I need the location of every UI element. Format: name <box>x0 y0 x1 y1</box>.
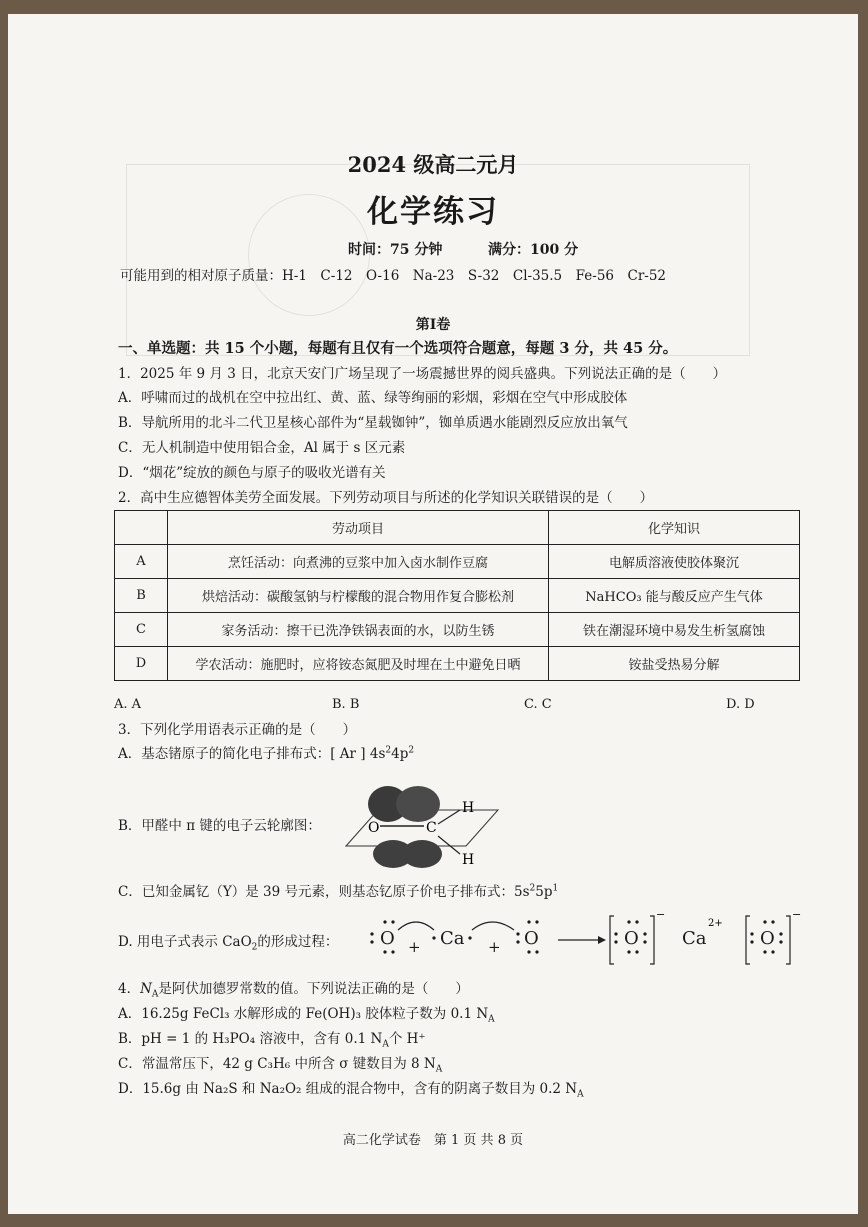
table-cell: NaHCO₃ 能与酸反应产生气体 <box>549 579 800 613</box>
exam-time: 时间：75 分钟 <box>348 242 443 258</box>
table-header-cell: 劳动项目 <box>168 511 549 545</box>
q4-stem: 4．$N_A$是阿伏加德罗常数的值。下列说法正确的是（ ） <box>118 981 469 1000</box>
table-row <box>115 613 800 647</box>
pi-bond-cloud-diagram <box>338 774 508 874</box>
ion-ca: Ca <box>682 928 707 949</box>
q2-option-c: C. C <box>524 697 552 712</box>
table-row <box>115 647 800 681</box>
atomic-masses: 可能用到的相对原子质量：H-1 C-12 O-16 Na-23 S-32 Cl-35.5 Fe-56 Cr-52 <box>120 268 667 284</box>
table-cell: D <box>115 647 168 681</box>
table-cell: B <box>115 579 168 613</box>
atom-h2-label: H <box>462 852 475 868</box>
q3-option-d: D. 用电子式表示 CaO$_2$的形成过程： <box>118 934 339 953</box>
table-header-cell <box>115 511 168 545</box>
q3-option-b: B．甲醛中 π 键的电子云轮廓图： <box>118 818 321 834</box>
charge-neg-left: − <box>656 908 666 921</box>
q3-stem: 3．下列化学用语表示正确的是（ ） <box>118 722 357 738</box>
page-footer: 高二化学试卷 第 1 页 共 8 页 <box>342 1133 524 1148</box>
q1-option-a: A．呼啸而过的战机在空中拉出红、黄、蓝、绿等绚丽的彩烟，彩烟在空气中形成胶体 <box>118 390 628 406</box>
q4-option-b: B．pH = 1 的 H₃PO₄ 溶液中，含有 0.1 $N_A$个 H⁺ <box>118 1031 426 1050</box>
lewis-o-left: O <box>380 928 395 949</box>
q4-option-a: A．16.25g FeCl₃ 水解形成的 Fe(OH)₃ 胶体粒子数为 0.1 $N_A$ <box>118 1006 495 1025</box>
charge-neg-right: − <box>792 908 802 921</box>
q4-option-c: C．常温常压下，42 g C₃H₆ 中所含 σ 键数目为 8 $N_A$ <box>118 1056 443 1075</box>
q2-option-a: A. A <box>114 697 142 712</box>
plus-sign: + <box>488 938 501 956</box>
table-cell: 电解质溶液使胶体聚沉 <box>549 545 800 579</box>
volume-title: 第Ⅰ卷 <box>415 317 451 333</box>
table-cell: 学农活动：施肥时，应将铵态氮肥及时埋在土中避免日晒 <box>168 647 549 681</box>
table-cell: 烘焙活动：碳酸氢钠与柠檬酸的混合物用作复合膨松剂 <box>168 579 549 613</box>
q4-option-d: D．15.6g 由 Na₂S 和 Na₂O₂ 组成的混合物中，含有的阴离子数目为 0.2 $N_A$ <box>118 1081 584 1100</box>
subject-title: 化学练习 <box>367 194 499 230</box>
table-row <box>115 545 800 579</box>
q2-table <box>114 510 800 681</box>
ion-o-right: O <box>760 928 775 949</box>
table-cell: 铵盐受热易分解 <box>549 647 800 681</box>
table-row <box>115 579 800 613</box>
q1-stem: 1．2025 年 9 月 3 日，北京天安门广场呈现了一场震撼世界的阅兵盛典。下列说法正确的是（ ） <box>118 366 727 382</box>
cao-formation-diagram <box>358 904 808 974</box>
q1-option-c: C．无人机制造中使用铝合金，Al 属于 s 区元素 <box>118 440 406 456</box>
table-cell: 烹饪活动：向煮沸的豆浆中加入卤水制作豆腐 <box>168 545 549 579</box>
table-header-cell: 化学知识 <box>549 511 800 545</box>
table-cell: 家务活动：擦干已洗净铁锅表面的水，以防生锈 <box>168 613 549 647</box>
lewis-ca: Ca <box>440 928 465 949</box>
lewis-o-right: O <box>524 928 539 949</box>
q2-option-b: B. B <box>332 697 360 712</box>
section-heading: 一、单选题：共 15 个小题，每题有且仅有一个选项符合题意，每题 3 分，共 45 分。 <box>118 340 678 357</box>
q2-option-d: D. D <box>726 697 755 712</box>
atom-h1-label: H <box>462 800 475 816</box>
plus-sign: + <box>408 938 421 956</box>
q3-option-a: A．基态锗原子的简化电子排布式：[ Ar ] $4s^24p^2$ <box>118 745 415 762</box>
table-cell: A <box>115 545 168 579</box>
table-cell: C <box>115 613 168 647</box>
table-cell: 铁在潮湿环境中易发生析氢腐蚀 <box>549 613 800 647</box>
exam-score: 满分：100 分 <box>488 242 579 258</box>
grade-title: 2024 级高二元月 <box>347 152 519 177</box>
q3-option-c: C．已知金属钇（Y）是 39 号元素，则基态钇原子价电子排布式：$5s^25p^1$ <box>118 883 559 900</box>
ion-o-left: O <box>624 928 639 949</box>
q2-stem: 2．高中生应德智体美劳全面发展。下列劳动项目与所述的化学知识关联错误的是（ ） <box>118 490 654 506</box>
charge-ca: 2+ <box>708 918 723 929</box>
exam-page <box>8 14 858 1214</box>
atom-c-label: C <box>426 820 437 836</box>
atom-o-label: O <box>368 820 380 836</box>
q1-option-d: D．“烟花”绽放的颜色与原子的吸收光谱有关 <box>118 465 386 481</box>
table-header-row <box>115 511 800 545</box>
q1-option-b: B．导航所用的北斗二代卫星核心部件为“星载铷钟”，铷单质遇水能剧烈反应放出氧气 <box>118 415 628 431</box>
